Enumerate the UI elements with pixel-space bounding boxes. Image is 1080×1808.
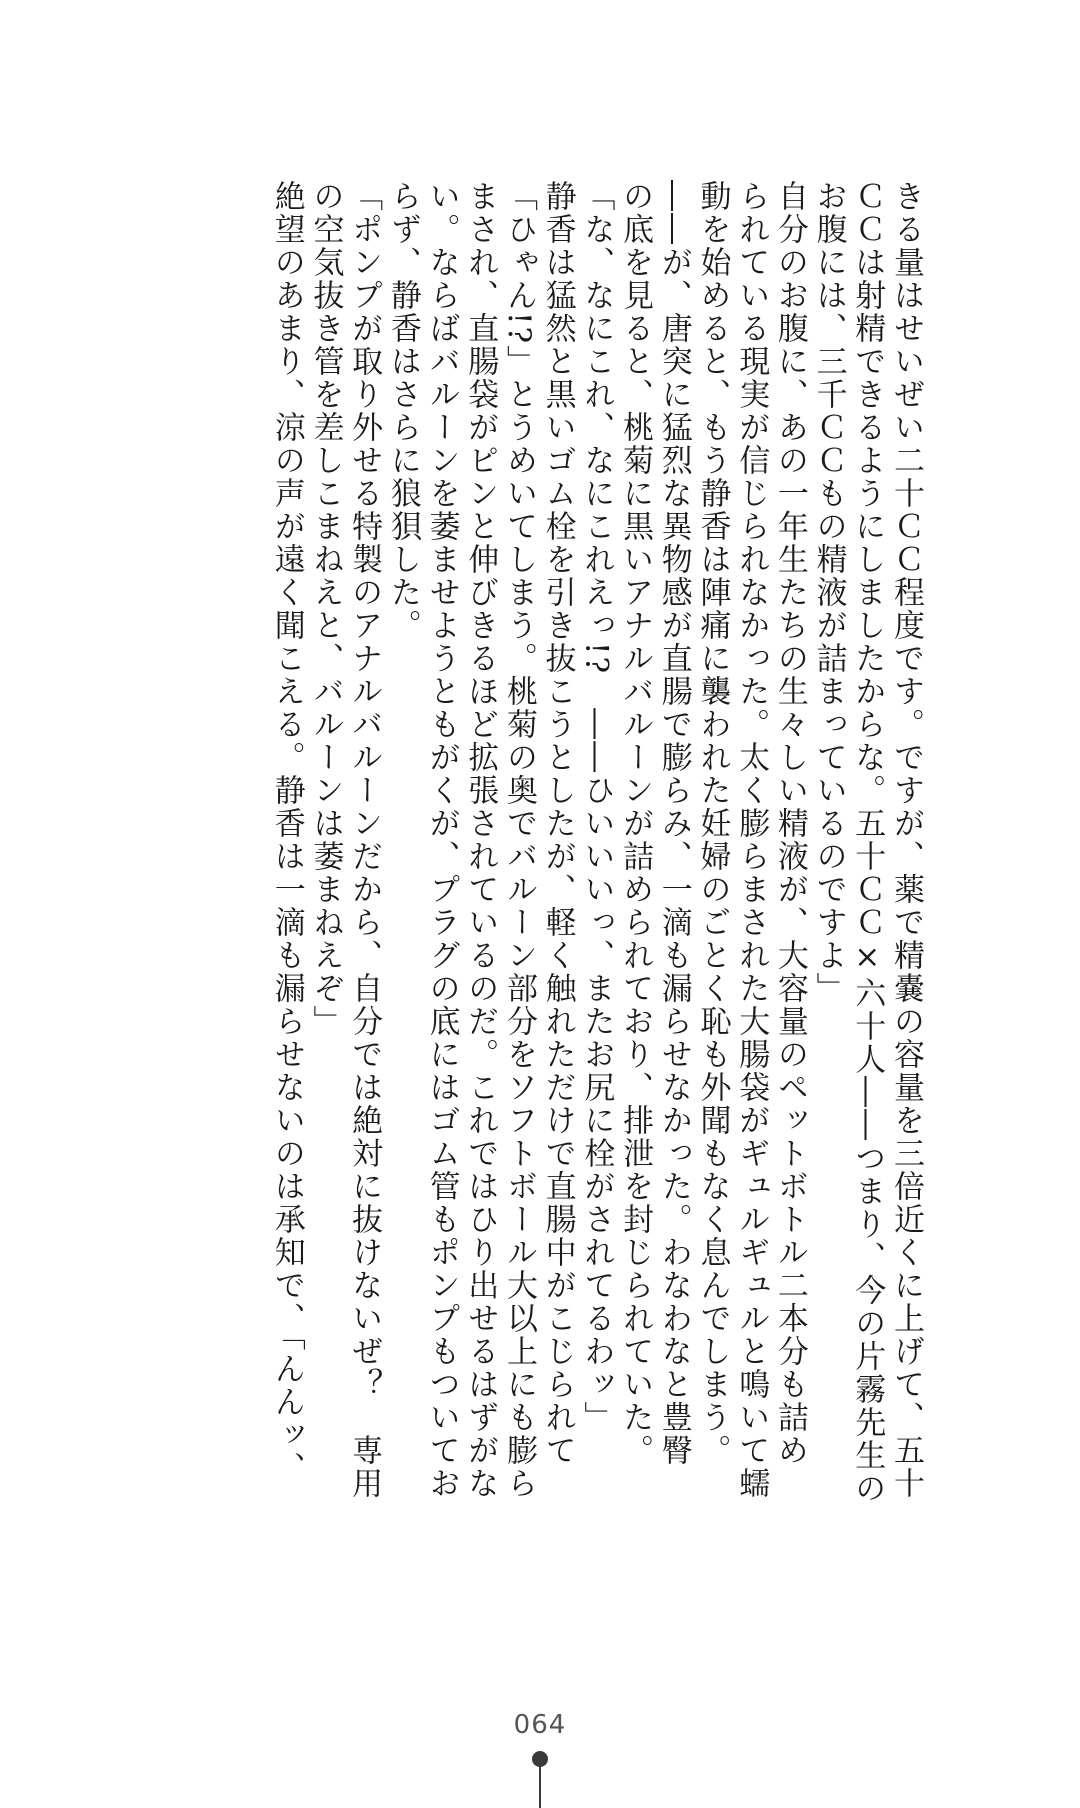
text-line: 「ひゃん!?」とうめいてしまう。桃菊の奥でバルーン部分をソフトボール大以上にも膨ら bbox=[500, 180, 537, 1501]
text-line: 絶望のあまり、涼の声が遠く聞こえる。静香は一滴も漏らせないのは承知で、「んんッ、 bbox=[268, 180, 305, 1485]
text-line: の空気抜き管を差しこまねえと、バルーンは萎まねえぞ」 bbox=[307, 180, 344, 1038]
text-line: 自分のお腹に、あの一年生たちの生々しい精液が、大容量のペットボトル二本分も詰め bbox=[771, 180, 808, 1467]
text-line: られている現実が信じられなかった。太く膨らまされた大腸袋がギュルギュルと鳴いて蠕 bbox=[733, 180, 770, 1500]
body-text bbox=[145, 180, 925, 1510]
page-marker-line bbox=[539, 1765, 541, 1808]
text-line: の底を見ると、桃菊に黒いアナルバルーンが詰められており、排泄を封じられていた。 bbox=[617, 180, 654, 1467]
text-line: ＣＣは射精できるようにしましたからな。五十ＣＣ×六十人――つまり、今の片霧先生の bbox=[849, 180, 886, 1505]
text-line: 「な、なにこれ、なにこれえっ!? ――ひいいいっ、またお尻に栓がされてるわッ」 bbox=[578, 180, 615, 1435]
text-line: 動を始めると、もう静香は陣痛に襲われた妊婦のごとく恥も外聞もなく息んでしまう。 bbox=[694, 180, 731, 1467]
page-number: 064 bbox=[513, 1710, 567, 1740]
text-line: 「ポンプが取り外せる特製のアナルバルーンだから、自分では絶対に抜けないぜ？ 専用 bbox=[346, 180, 383, 1500]
text-line: まされ、直腸袋がピンと伸びきるほど拡張されているのだ。これではひり出せるはずがな bbox=[462, 180, 499, 1500]
text-line: お腹には、三千ＣＣもの精液が詰まっているのですよ」 bbox=[810, 180, 847, 1005]
text-line: きる量はせいぜい二十ＣＣ程度です。ですが、薬で精嚢の容量を三倍近くに上げて、五十 bbox=[888, 180, 924, 1500]
text-line: 静香は猛然と黒いゴム栓を引き抜こうとしたが、軽く触れただけで直腸中がこじられて bbox=[539, 180, 576, 1467]
text-line: ――が、唐突に猛烈な異物感が直腸で膨らみ、一滴も漏らせなかった。わなわなと豊臀 bbox=[655, 180, 692, 1467]
text-line: い。ならばバルーンを萎ませようともがくが、プラグの底にはゴム管もポンプもついてお bbox=[423, 180, 460, 1500]
text-line: らず、静香はさらに狼狽した。 bbox=[384, 180, 421, 642]
